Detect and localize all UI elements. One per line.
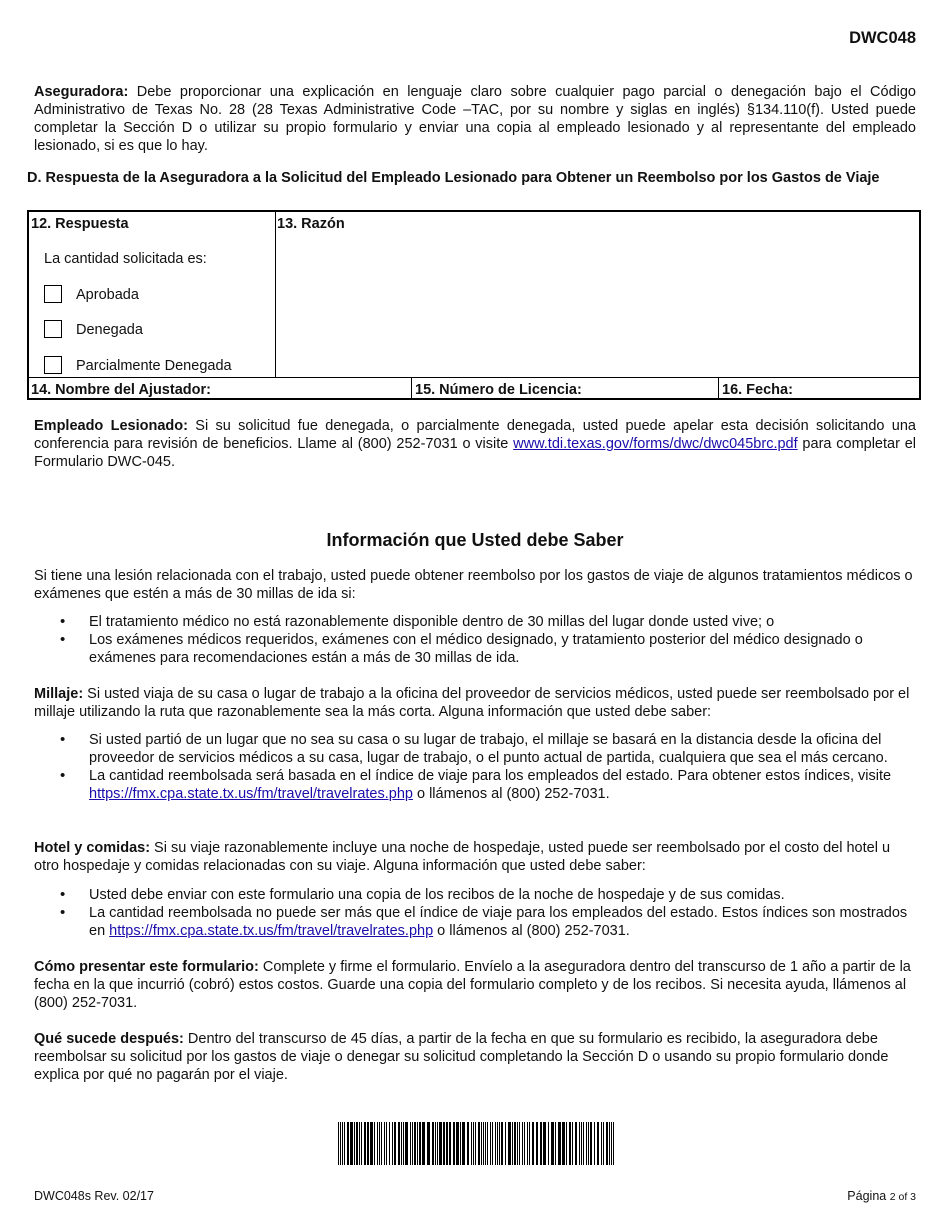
page-label: Página (847, 1189, 887, 1203)
divider (411, 378, 412, 398)
insurer-note-text: Debe proporcionar una explicación en lenguaje claro sobre cualquier pago parcial o denegación bajo el Código Administrativo de Texas No. 28 (28 Texas Administrative Code –TAC, por su nombre y siglas en inglés) §134.110(f). Usted puede completar la Sección D o utilizar su propio formulario y enviar una copia al empleado lesionado y al representante del empleado lesionado, si es que lo hay. (34, 84, 916, 154)
date-label: 16. Fecha: (722, 382, 793, 398)
travel-rates-link[interactable]: https://fmx.cpa.state.tx.us/fm/travel/travelrates.php (89, 786, 413, 802)
submit-label: Cómo presentar este formulario: (34, 959, 259, 975)
submit-paragraph (34, 958, 916, 1012)
next-steps-paragraph (34, 1030, 916, 1084)
next-steps-label: Qué sucede después: (34, 1031, 184, 1047)
mileage-label: Millaje: (34, 686, 84, 702)
partially-denied-label: Parcialmente Denegada (76, 358, 232, 374)
hotel-paragraph (34, 839, 916, 875)
denied-checkbox[interactable] (44, 320, 62, 338)
list-item (34, 767, 916, 803)
hotel-bullet-2-end: o llámenos al (800) 252-7031. (433, 923, 630, 939)
hotel-bullet-2-text: La cantidad reembolsada no puede ser más que el índice de viaje para los empleados del estado. Estos índices son mostrados en (89, 905, 908, 939)
date-field[interactable] (720, 378, 919, 398)
dwc045-link[interactable]: www.tdi.texas.gov/forms/dwc/dwc045brc.pdf (513, 436, 798, 452)
barcode (338, 1122, 614, 1165)
license-label: 15. Número de Licencia: (415, 382, 582, 398)
hotel-bullets (34, 886, 916, 940)
list-item: • Usted debe enviar con este formulario una copia de los recibos de la noche de hospedaje y de sus comidas. (34, 886, 916, 904)
info-title: Información que Usted debe Saber (326, 530, 624, 550)
adjuster-name-field[interactable] (29, 378, 411, 398)
reason-label: 13. Razón (277, 216, 345, 232)
response-label: 12. Respuesta (31, 216, 129, 232)
form-revision: DWC048s Rev. 02/17 (34, 1189, 154, 1203)
partially-denied-checkbox[interactable] (44, 356, 62, 374)
insurer-note-label: Aseguradora: (34, 84, 129, 100)
license-number-field[interactable] (413, 378, 718, 398)
reason-field[interactable] (277, 212, 919, 377)
adjuster-row (29, 377, 919, 398)
insurer-note (34, 83, 916, 155)
list-item (34, 904, 916, 940)
page-count: 2 of 3 (889, 1191, 916, 1203)
list-item: • El tratamiento médico no está razonablemente disponible dentro de 30 millas del lugar donde usted vive; o (34, 613, 916, 631)
adjuster-label: 14. Nombre del Ajustador: (31, 382, 211, 398)
divider (718, 378, 719, 398)
mileage-paragraph (34, 685, 916, 721)
employee-note (34, 417, 916, 471)
hotel-label: Hotel y comidas: (34, 840, 151, 856)
response-cell (29, 212, 276, 377)
submit-text: Complete y firme el formulario. Envíelo a la aseguradora dentro del transcurso de 1 año a partir de la fecha en la que incurrió (cobró) estos costos. Guarde una copia del formulario completo y de los recibos. Si necesita ayuda, llámenos al (800) 252-7031. (34, 959, 911, 1011)
intro-bullets (34, 613, 916, 667)
info-intro: Si tiene una lesión relacionada con el trabajo, usted puede obtener reembolso por los gastos de viaje de algunos tratamientos médicos o exámenes que estén a más de 30 millas de ida si: (34, 568, 913, 602)
employee-note-text: Si su solicitud fue denegada, o parcialmente denegada, usted puede apelar esta decisión solicitando una conferencia para revisión de beneficios. Llame al (800) 252-7031 o visite (34, 418, 916, 452)
page-number (847, 1187, 916, 1206)
hotel-text: Si su viaje razonablemente incluye una noche de hospedaje, usted puede ser reembolsado por el costo del hotel u otro hospedaje y comidas relacionadas con su viaje. Alguna información que usted debe saber: (34, 840, 891, 874)
list-item: • Si usted partió de un lugar que no sea su casa o su lugar de trabajo, el millaje se basará en la distancia desde la oficina del proveedor de servicios médicos a su casa, lugar de trabajo, o el punto actual de partida, cualquiera que sea el más cercano. (34, 731, 916, 767)
mileage-bullet-2-text: La cantidad reembolsada será basada en el índice de viaje para los empleados del estado. Para obtener estos índices, visite (89, 768, 892, 784)
denied-label: Denegada (76, 322, 143, 338)
section-d-table (27, 210, 921, 400)
mileage-text: Si usted viaja de su casa o lugar de trabajo a la oficina del proveedor de servicios médicos, usted puede ser reembolsado por el millaje utilizando la ruta que razonablemente sea la más corta. Alguna información que usted debe saber: (34, 686, 910, 720)
employee-note-text-end: para completar el Formulario DWC-045. (34, 436, 916, 470)
mileage-bullet-2-end: o llámenos al (800) 252-7031. (412, 786, 610, 802)
form-code: DWC048 (849, 29, 916, 47)
section-d-heading: D. Respuesta de la Aseguradora a la Solicitud del Empleado Lesionado para Obtener un Reembolso por los Gastos de Viaje (27, 170, 880, 186)
list-item: • Los exámenes médicos requeridos, exámenes con el médico designado, y tratamiento posterior del médico designado o exámenes para recomendaciones están a más de 30 millas de ida. (34, 631, 916, 667)
mileage-bullets (34, 731, 916, 803)
approved-label: Aprobada (76, 287, 139, 303)
amount-label: La cantidad solicitada es: (44, 251, 207, 267)
travel-rates-link-2[interactable]: https://fmx.cpa.state.tx.us/fm/travel/travelrates.php (109, 923, 434, 939)
next-steps-text: Dentro del transcurso de 45 días, a partir de la fecha en que su formulario es recibido, la aseguradora debe reembolsar su solicitud por los gastos de viaje o denegar su solicitud completando la Sección D o usando su propio formulario donde explica por qué no pagarán por el viaje. (34, 1031, 889, 1083)
employee-note-label: Empleado Lesionado: (34, 418, 188, 434)
approved-checkbox[interactable] (44, 285, 62, 303)
